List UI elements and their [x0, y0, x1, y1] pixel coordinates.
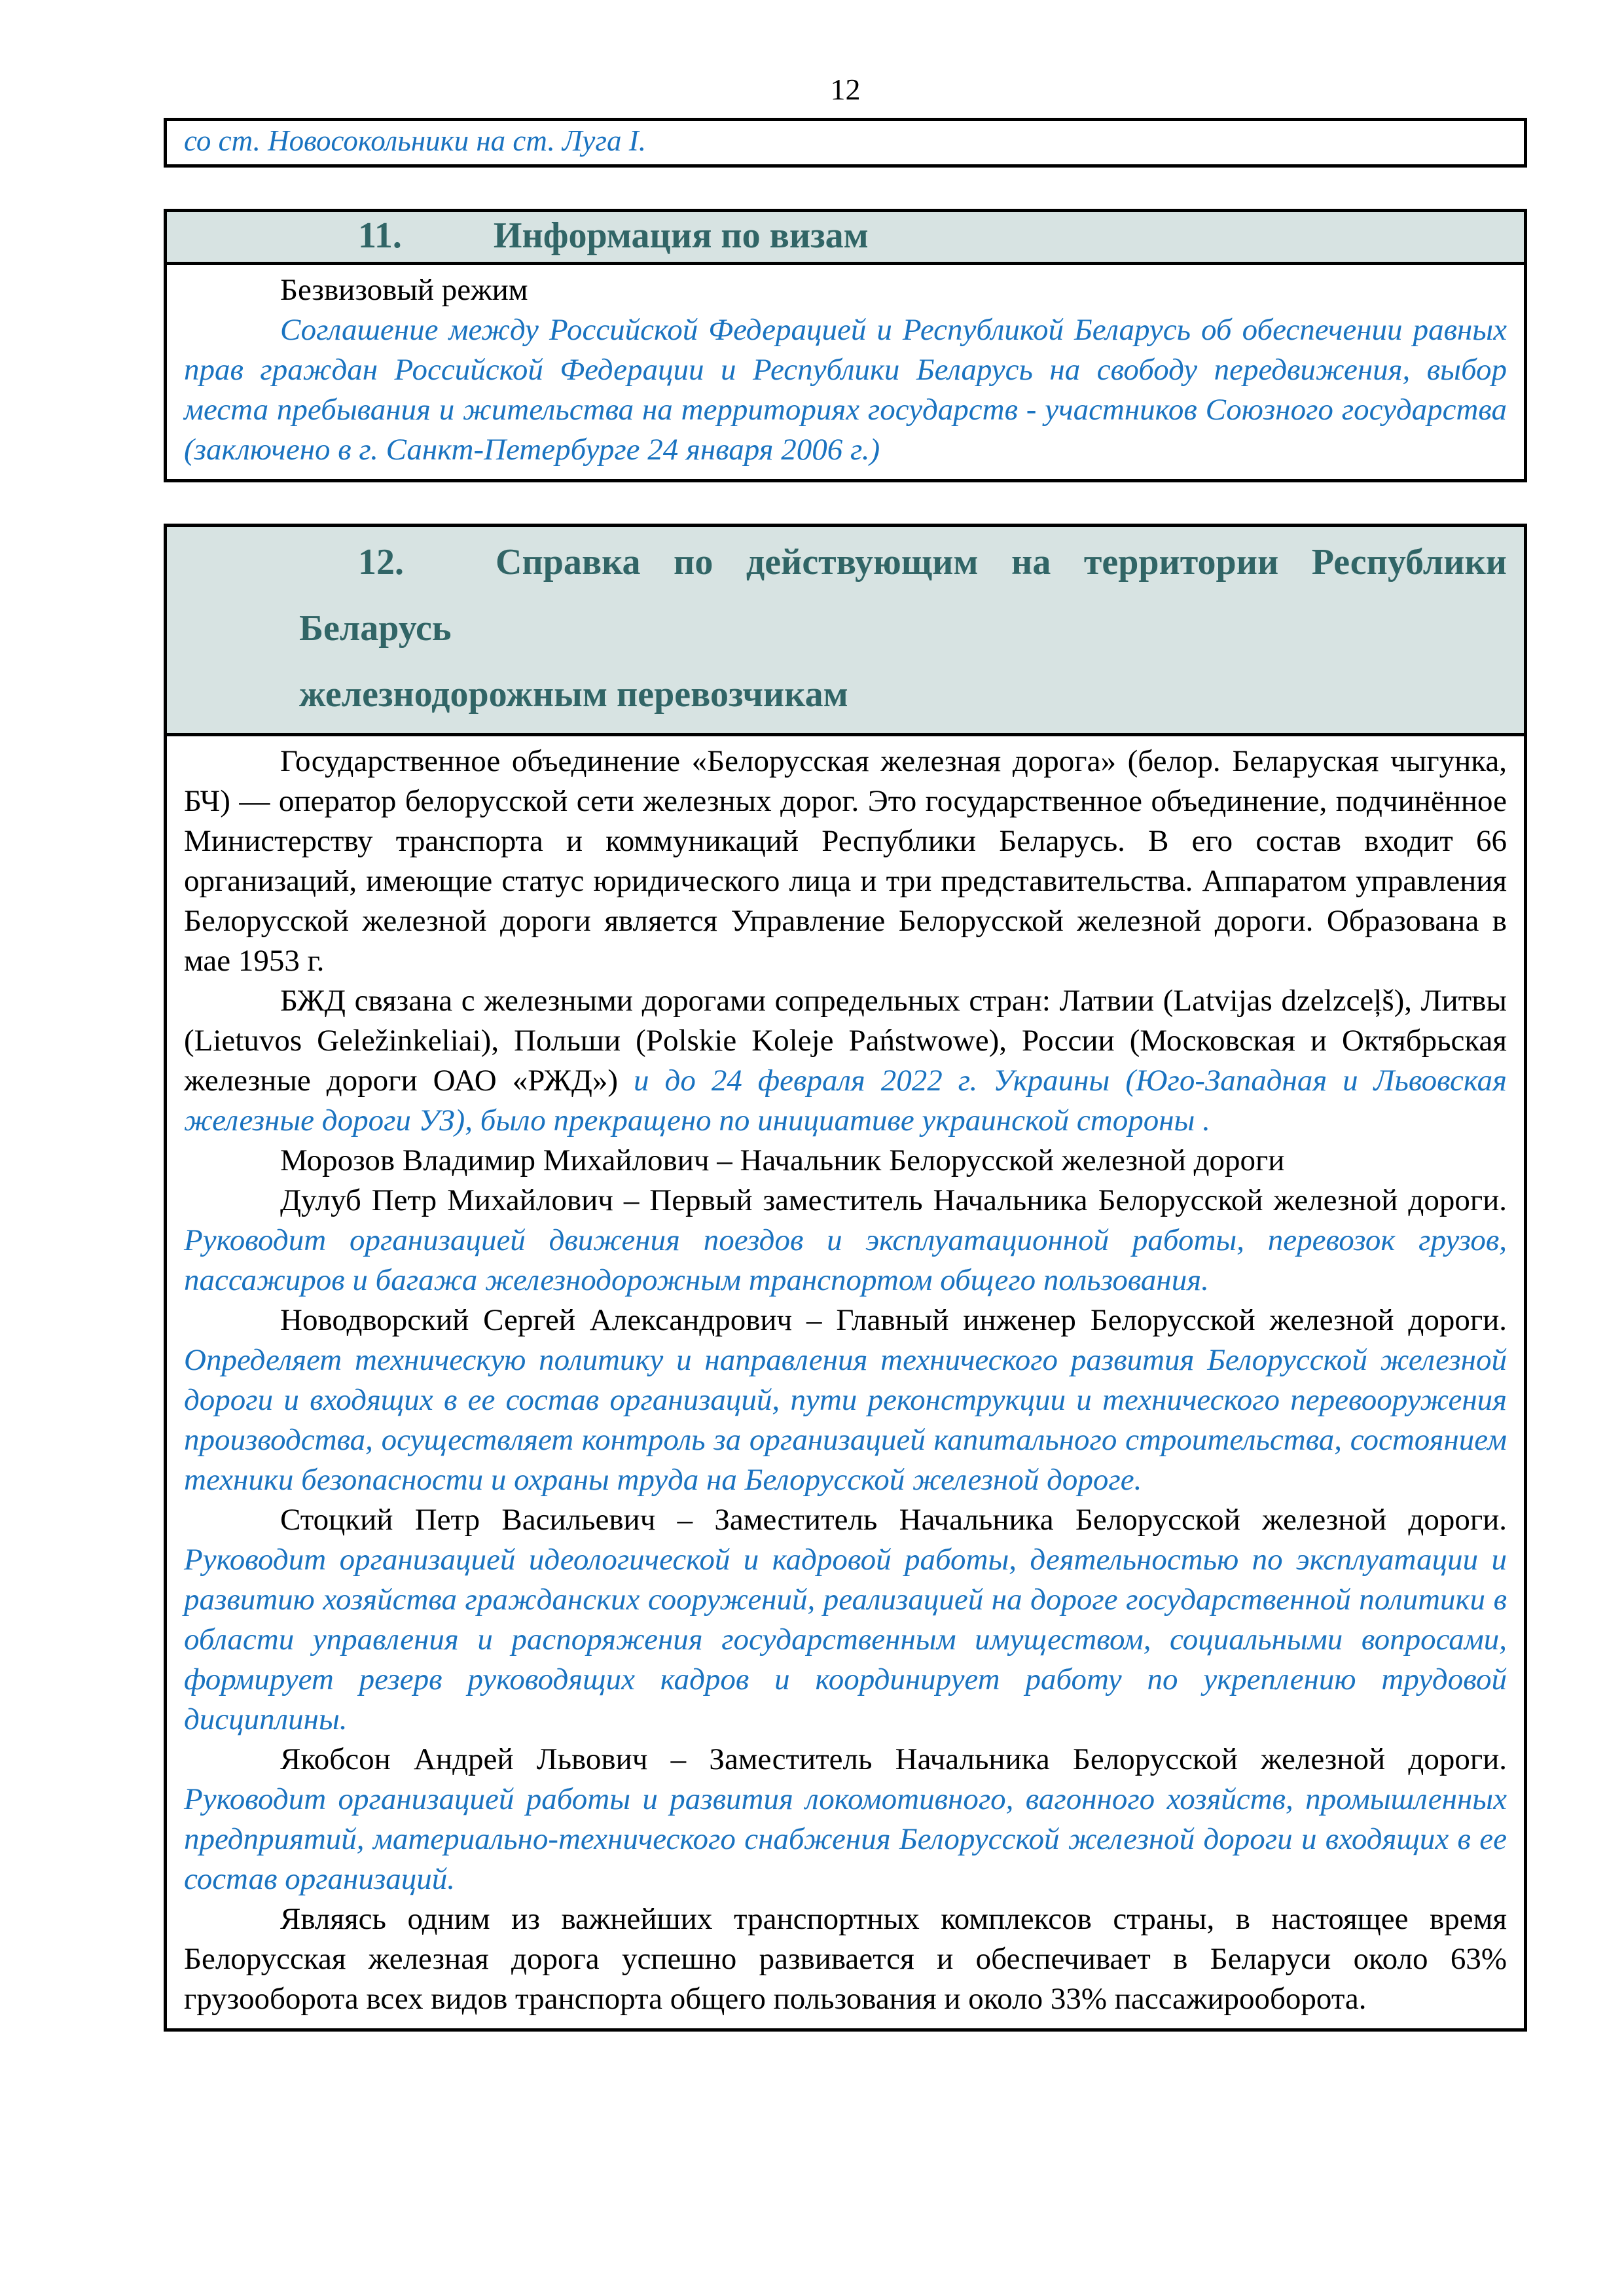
section-11-heading	[167, 212, 1524, 262]
paragraph	[184, 310, 1507, 470]
section-12-body	[167, 736, 1524, 2028]
text-run: Якобсон Андрей Львович – Заместитель Начальника Белорусской железной дороги.	[280, 1742, 1507, 1776]
section-12-title-line-1: Справка по действующим на территории Республики Беларусь	[299, 542, 1507, 649]
paragraph	[184, 1899, 1507, 2019]
section-11-number: 11.	[358, 215, 402, 256]
section-12-title-line-2: железнодорожным перевозчикам	[299, 674, 848, 715]
paragraph	[184, 270, 1507, 310]
paragraph	[184, 1740, 1507, 1899]
legal-note-run: и до 24 февраля 2022 г. Украины (Юго-Западная и Львовская железные дороги УЗ), было прекращено по инициативе украинской стороны .	[184, 1064, 1507, 1138]
legal-note-run: Руководит организацией движения поездов и эксплуатационной работы, перевозок грузов, пассажиров и багажа железнодорожным транспортом общего пользования.	[184, 1223, 1507, 1297]
text-run: Новодворский Сергей Александрович – Главный инженер Белорусской железной дороги.	[280, 1303, 1507, 1337]
paragraph	[184, 1300, 1507, 1500]
paragraph	[184, 742, 1507, 981]
legal-note-run: Определяет техническую политику и направления технического развития Белорусской железной дороги и входящих в ее состав организаций, пути реконструкции и технического перевооружения производства, осуществляет контроль за организацией капитального строительства, состоянием техники безопасности и охраны труда на Белорусской железной дороге.	[184, 1343, 1507, 1497]
legal-note-run: Руководит организацией работы и развития локомотивного, вагонного хозяйств, промышленных предприятий, материально-технического снабжения Белорусской железной дороги и входящих в ее состав организаций.	[184, 1782, 1507, 1896]
legal-note-run: Соглашение между Российской Федерацией и Республикой Беларусь об обеспечении равных прав граждан Российской Федерации и Республики Беларусь на свободу передвижения, выбор места пребывания и жительства на территориях государств - участников Союзного государства (заключено в г. Санкт-Петербурге 24 января 2006 г.)	[184, 313, 1507, 467]
section-12	[164, 524, 1527, 2032]
section-12-number: 12.	[358, 542, 404, 583]
section-12-header	[167, 527, 1524, 736]
paragraph	[184, 981, 1507, 1141]
text-run: Являясь одним из важнейших транспортных комплексов страны, в настоящее время Белорусская железная дорога успешно развивается и обеспечивает в Беларуси около 63% грузооборота всех видов транспорта общего пользования и около 33% пассажирооборота.	[184, 1902, 1507, 2016]
text-run: Безвизовый режим	[280, 273, 528, 307]
section-11-title: Информация по визам	[493, 215, 869, 256]
page-number: 12	[830, 73, 861, 106]
section-11-header	[167, 212, 1524, 265]
paragraph	[184, 1141, 1507, 1181]
text-run: Дулуб Петр Михайлович – Первый заместитель Начальника Белорусской железной дороги.	[280, 1183, 1507, 1217]
text-run: Морозов Владимир Михайлович – Начальник Белорусской железной дороги	[280, 1143, 1285, 1177]
continuation-text: со ст. Новосокольники на ст. Луга I.	[184, 124, 646, 157]
section-12-heading	[167, 527, 1524, 733]
section-11-body	[167, 265, 1524, 479]
continuation-box	[164, 118, 1527, 168]
legal-note-run: Руководит организацией идеологической и кадровой работы, деятельностью по эксплуатации и развитию хозяйства гражданских сооружений, реализацией на дороге государственной политики в области управления и распоряжения государственным имуществом, социальными вопросами, формирует резерв руководящих кадров и координирует работу по укреплению трудовой дисциплины.	[184, 1543, 1507, 1736]
text-run: БЖД связана с железными дорогами сопредельных стран: Латвии (Latvijas dzelzceļš), Литвы (Lietuvos Geležinkeliai), Польши (Polskie Koleje Państwowe), России (Московская и Октябрьская железные дороги ОАО «РЖД»)	[184, 984, 1507, 1098]
paragraph	[184, 1181, 1507, 1300]
paragraph	[184, 1500, 1507, 1740]
text-run: Государственное объединение «Белорусская железная дорога» (белор. Беларуская чыгунка, БЧ) — оператор белорусской сети железных дорог. Это государственное объединение, подчинённое Министерству транспорта и коммуникаций Республики Беларусь. В его состав входит 66 организаций, имеющие статус юридического лица и три представительства. Аппаратом управления Белорусской железной дороги является Управление Белорусской железной дороги. Образована в мае 1953 г.	[184, 744, 1507, 978]
section-11	[164, 209, 1527, 482]
document-page	[164, 0, 1527, 2032]
text-run: Стоцкий Петр Васильевич – Заместитель Начальника Белорусской железной дороги.	[280, 1503, 1507, 1537]
